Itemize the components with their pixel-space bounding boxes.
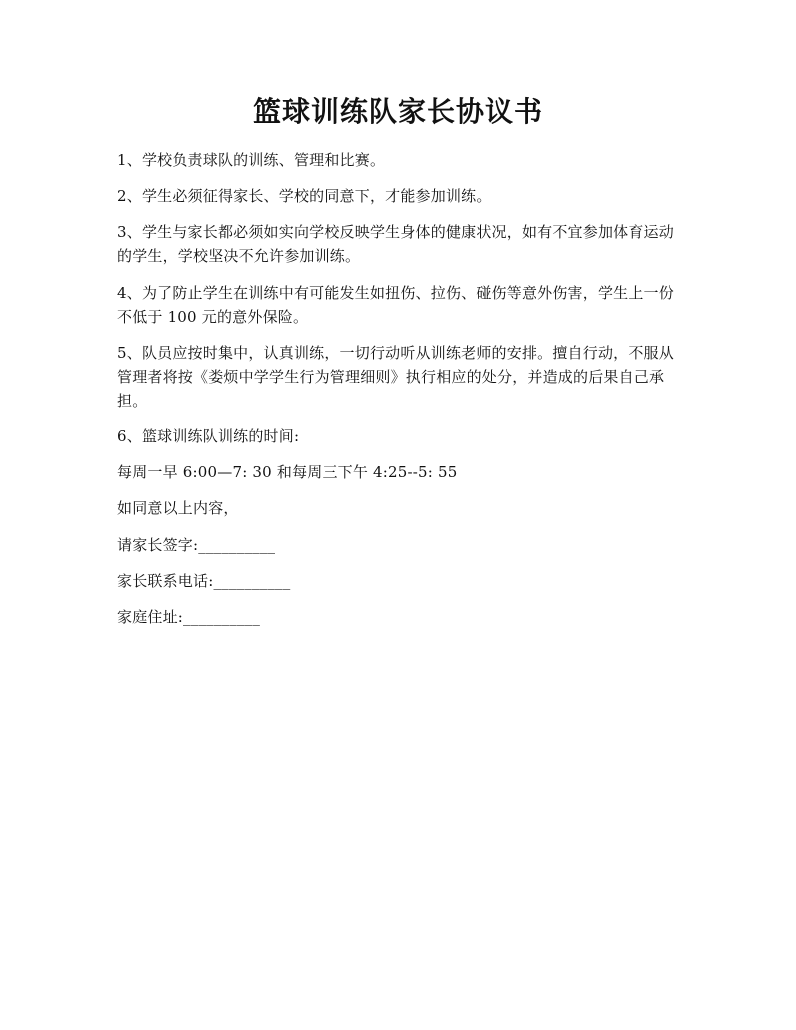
signature-field[interactable] — [117, 533, 683, 557]
clause-1 — [117, 148, 683, 172]
training-schedule-text: 每周一早 6:00—7: 30 和每周三下午 4:25--5: 55 — [117, 463, 458, 481]
training-schedule — [117, 460, 683, 484]
clause-2 — [117, 184, 683, 208]
phone-field-label: 家长联系电话:__________ — [117, 572, 291, 590]
clause-3-text: 3、学生与家长都必须如实向学校反映学生身体的健康状况，如有不宜参加体育运动的学生，学校坚决不允许参加训练。 — [117, 223, 674, 265]
address-field[interactable] — [117, 605, 683, 629]
document-title: 篮球训练队家长协议书 — [252, 95, 543, 128]
phone-field[interactable] — [117, 569, 683, 593]
clause-6-text: 6、篮球训练队训练的时间: — [117, 427, 300, 445]
clause-3 — [117, 220, 683, 268]
consent-statement — [117, 496, 683, 520]
clause-5-text: 5、队员应按时集中，认真训练，一切行动听从训练老师的安排。擅自行动，不服从管理者将按《娄烦中学学生行为管理细则》执行相应的处分，并造成的后果自己承担。 — [117, 344, 674, 410]
signature-field-label: 请家长签字:__________ — [117, 536, 276, 554]
clause-4 — [117, 281, 683, 329]
consent-statement-text: 如同意以上内容， — [117, 499, 239, 517]
address-field-label: 家庭住址:__________ — [117, 608, 261, 626]
clause-2-text: 2、学生必须征得家长、学校的同意下，才能参加训练。 — [117, 187, 492, 205]
clause-5 — [117, 341, 683, 413]
clause-6 — [117, 424, 683, 448]
clause-4-text: 4、为了防止学生在训练中有可能发生如扭伤、拉伤、碰伤等意外伤害，学生上一份不低于 100 元的意外保险。 — [117, 284, 674, 326]
clause-1-text: 1、学校负责球队的训练、管理和比赛。 — [117, 151, 386, 169]
